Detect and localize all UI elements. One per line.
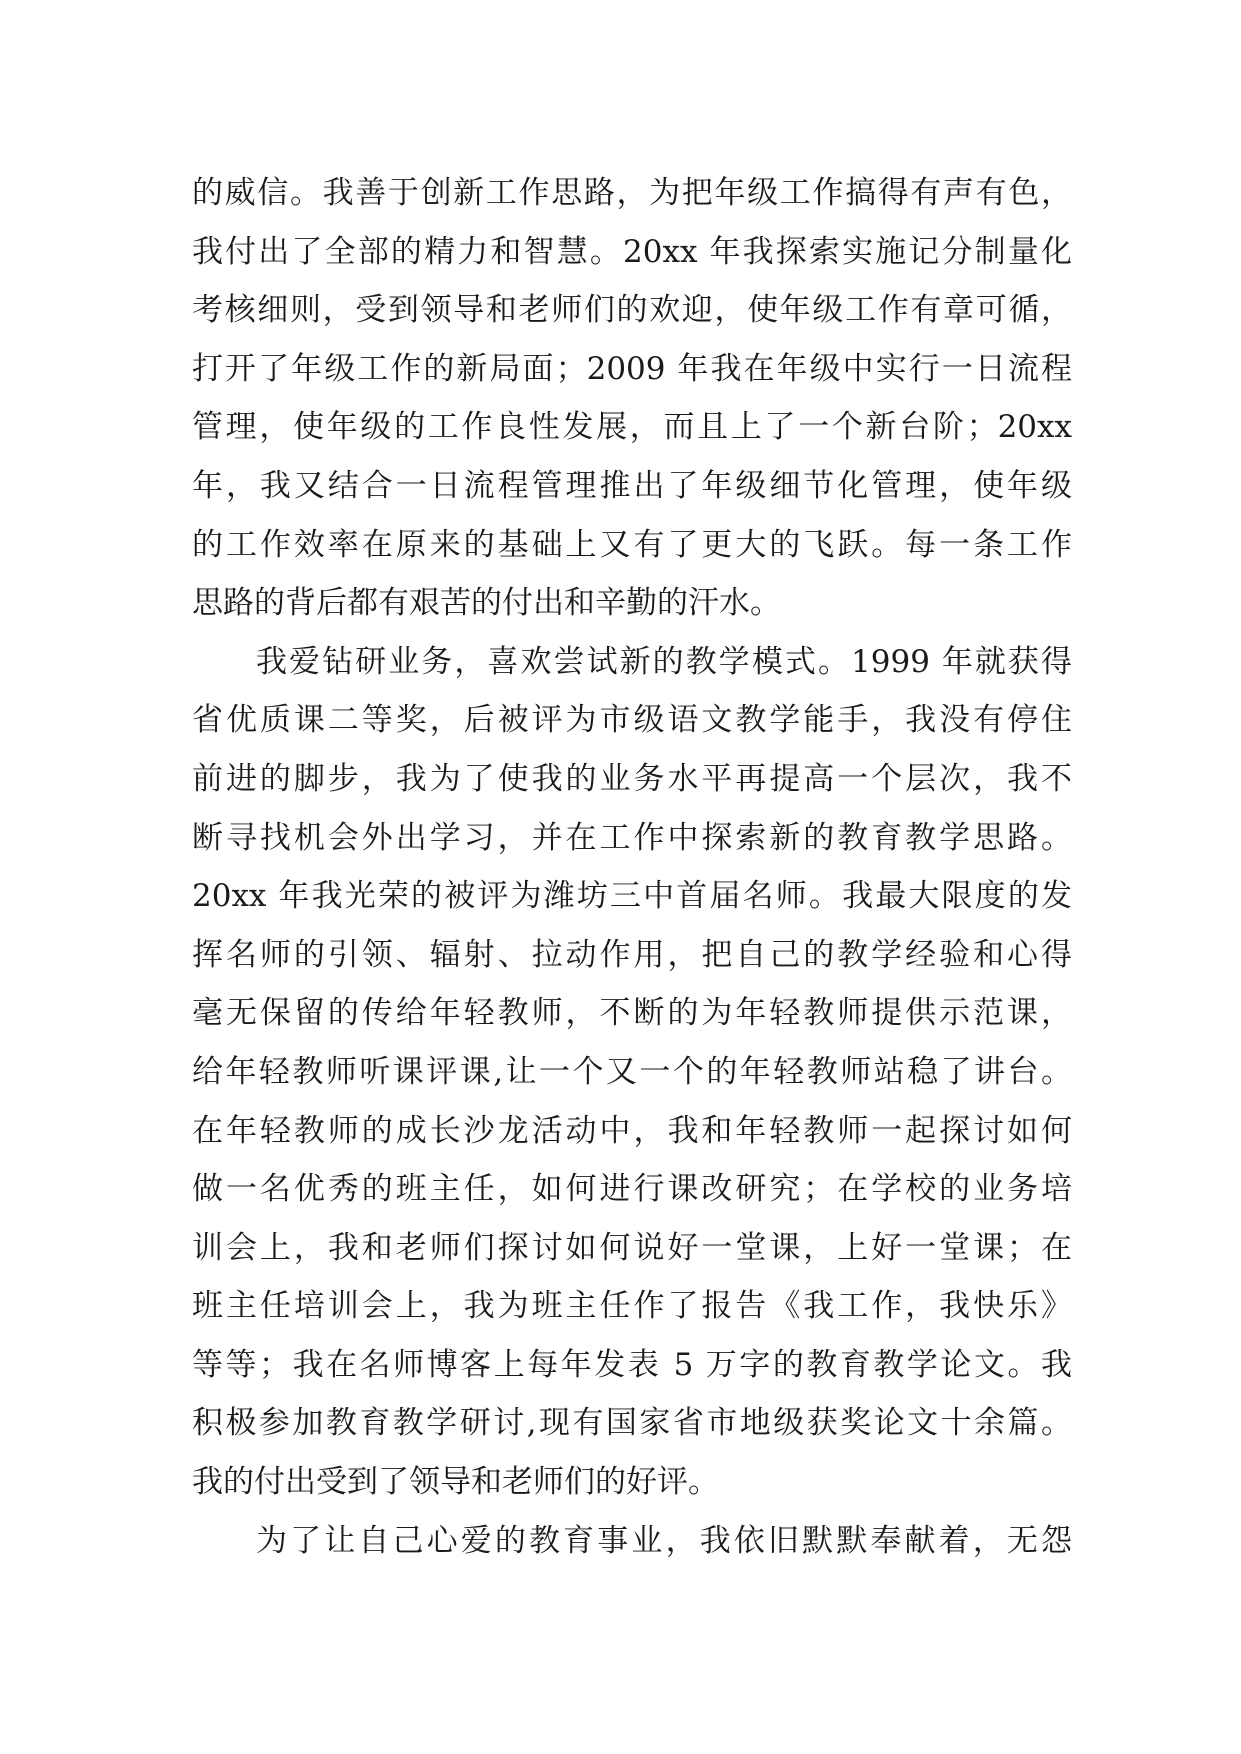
text-line: 等等；我在名师博客上每年发表 5 万字的教育教学论文。我 xyxy=(192,1346,1072,1383)
body-text xyxy=(192,164,1072,1570)
text-line: 的工作效率在原来的基础上又有了更大的飞跃。每一条工作 xyxy=(192,526,1072,563)
text-line: 管理，使年级的工作良性发展，而且上了一个新台阶；20xx xyxy=(192,409,1072,446)
text-line: 考核细则，受到领导和老师们的欢迎，使年级工作有章可循， xyxy=(192,292,1072,329)
text-line: 我的付出受到了领导和老师们的好评。 xyxy=(192,1464,719,1501)
text-line: 积极参加教育教学研讨,现有国家省市地级获奖论文十余篇。 xyxy=(192,1405,1072,1442)
text-line: 前进的脚步，我为了使我的业务水平再提高一个层次，我不 xyxy=(192,760,1072,797)
text-line: 思路的背后都有艰苦的付出和辛勤的汗水。 xyxy=(192,585,781,622)
text-line: 断寻找机会外出学习，并在工作中探索新的教育教学思路。 xyxy=(192,819,1072,856)
text-line: 训会上，我和老师们探讨如何说好一堂课，上好一堂课；在 xyxy=(192,1229,1072,1266)
text-line: 年，我又结合一日流程管理推出了年级细节化管理，使年级 xyxy=(192,467,1072,504)
text-line: 挥名师的引领、辐射、拉动作用，把自己的教学经验和心得 xyxy=(192,936,1072,973)
text-line: 省优质课二等奖，后被评为市级语文教学能手，我没有停住 xyxy=(192,702,1072,739)
paragraph-start-line: 我爱钻研业务，喜欢尝试新的教学模式。1999 年就获得 xyxy=(256,643,1072,680)
text-line: 做一名优秀的班主任，如何进行课改研究；在学校的业务培 xyxy=(192,1171,1072,1208)
text-line: 我付出了全部的精力和智慧。20xx 年我探索实施记分制量化 xyxy=(192,233,1072,270)
text-line: 班主任培训会上，我为班主任作了报告《我工作，我快乐》 xyxy=(192,1288,1072,1325)
text-line: 毫无保留的传给年轻教师，不断的为年轻教师提供示范课， xyxy=(192,995,1072,1032)
text-line: 给年轻教师听课评课,让一个又一个的年轻教师站稳了讲台。 xyxy=(192,1053,1072,1090)
text-line: 20xx 年我光荣的被评为潍坊三中首届名师。我最大限度的发 xyxy=(192,878,1072,915)
text-line: 打开了年级工作的新局面；2009 年我在年级中实行一日流程 xyxy=(192,350,1072,387)
text-line: 在年轻教师的成长沙龙活动中，我和年轻教师一起探讨如何 xyxy=(192,1112,1072,1149)
paragraph-start-line: 为了让自己心爱的教育事业，我依旧默默奉献着，无怨 xyxy=(256,1522,1072,1559)
text-line: 的威信。我善于创新工作思路，为把年级工作搞得有声有色， xyxy=(192,175,1072,211)
